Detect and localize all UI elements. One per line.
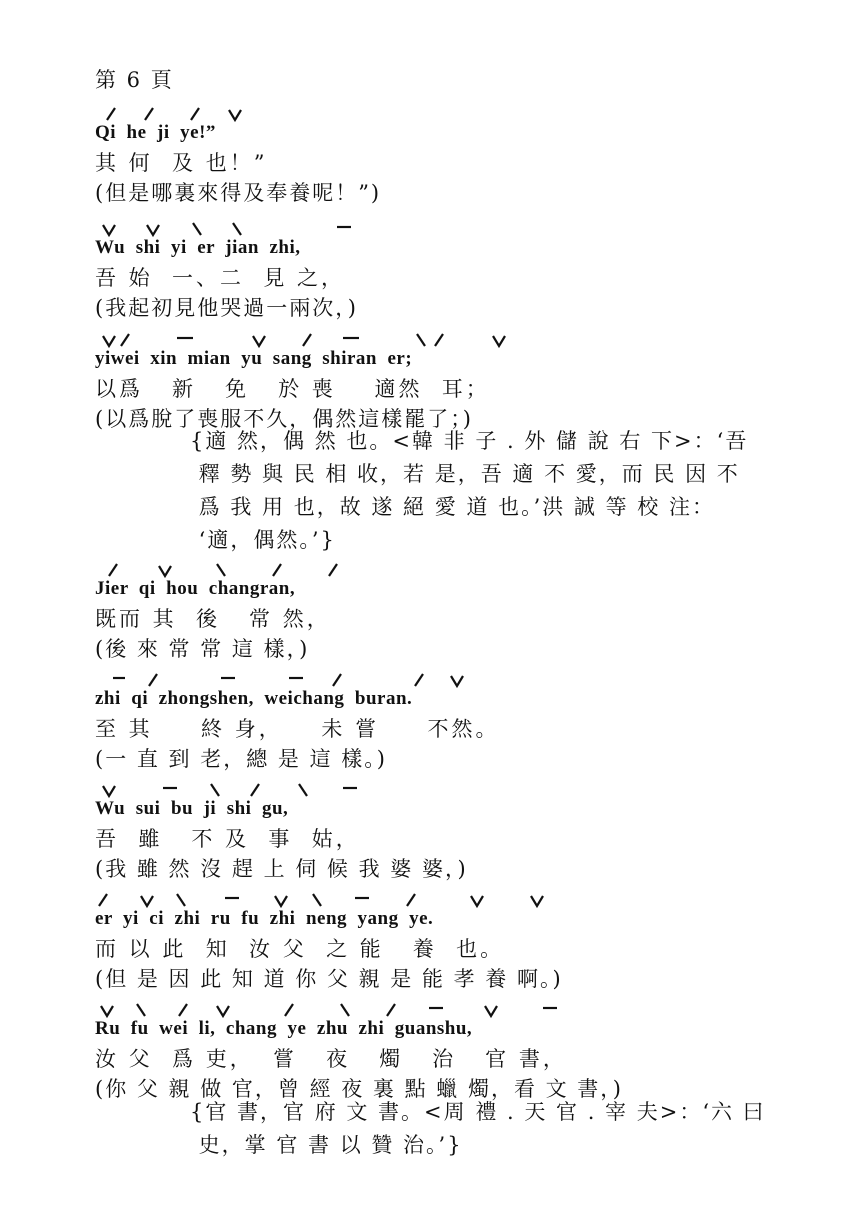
tone-marks xyxy=(95,1000,795,1020)
annotation-note: {適 然，偶 然 也。<韓 非 子 . 外 儲 說 右 下>：‘吾 釋 勢 與 民 相 收，若 是，吾 適 不 愛，而 民 因 不 爲 我 用 也，故 遂 絕 愛 道 也。’洪 誠 等 校 注： ‘適，偶然。’} xyxy=(190,429,749,552)
tone-marks xyxy=(95,890,795,910)
verse-block xyxy=(95,219,358,323)
pinyin-line: Ru fu wei li, chang ye zhu zhi guanshu, xyxy=(95,1000,623,1044)
verse-block xyxy=(95,780,468,884)
pinyin-line: Jier qi hou changran, xyxy=(95,560,331,604)
tone-marks xyxy=(95,219,795,239)
annotation-note: {官 書，官 府 文 書。<周 禮 . 天 官 . 宰 夫>：‘六 曰 史，掌 官 書 以 贊 治。’} xyxy=(190,1100,766,1157)
chinese-text: 汝 父 爲 吏， 嘗 夜 燭 治 官 書， xyxy=(95,1047,567,1071)
chinese-text: 其 何 及 也！” xyxy=(95,151,268,175)
tone-marks xyxy=(95,780,795,800)
verse-block xyxy=(95,670,499,774)
translation-text: (我起初見他哭過一兩次，) xyxy=(95,296,358,320)
chinese-text: 吾 雖 不 及 事 姑， xyxy=(95,827,360,851)
translation-text: (一 直 到 老，總 是 這 樣。) xyxy=(95,747,387,771)
chinese-text: 以爲 新 免 於 喪 適然 耳； xyxy=(95,377,490,401)
chinese-text: 吾 始 一、二 見 之， xyxy=(95,266,346,290)
translation-text: (以爲脫了喪服不久，偶然這樣罷了；) xyxy=(95,407,473,431)
pinyin-line: zhi qi zhongshen, weichang buran. xyxy=(95,670,499,714)
translation-text: (但 是 因 此 知 道 你 父 親 是 能 孝 養 啊。) xyxy=(95,967,563,991)
verse-block xyxy=(95,890,563,994)
verse-block xyxy=(95,330,490,434)
chinese-text: 既而 其 後 常 然， xyxy=(95,607,331,631)
tone-marks xyxy=(95,560,795,580)
pinyin-line: er yi ci zhi ru fu zhi neng yang ye. xyxy=(95,890,563,934)
pinyin-line: yiwei xin mian yu sang shiran er; xyxy=(95,330,490,374)
chinese-text: 而 以 此 知 汝 父 之 能 養 也。 xyxy=(95,937,505,961)
page-number: 第 6 頁 xyxy=(95,68,174,92)
translation-text: (我 雖 然 沒 趕 上 伺 候 我 婆 婆，) xyxy=(95,857,468,881)
tone-marks xyxy=(95,104,795,124)
chinese-text: 至 其 終 身， 未 嘗 不然。 xyxy=(95,717,500,741)
verse-block xyxy=(95,560,331,664)
tone-marks xyxy=(95,670,795,690)
translation-text: (你 父 親 做 官，曾 經 夜 裏 點 蠟 燭，看 文 書，) xyxy=(95,1077,623,1101)
pinyin-line: Wu shi yi er jian zhi, xyxy=(95,219,358,263)
tone-marks xyxy=(95,330,795,350)
translation-text: (但是哪裏來得及奉養呢！”) xyxy=(95,181,382,205)
verse-block xyxy=(95,104,381,208)
verse-block xyxy=(95,1000,623,1104)
pinyin-line: Wu sui bu ji shi gu, xyxy=(95,780,468,824)
translation-text: (後 來 常 常 這 樣，) xyxy=(95,637,310,661)
pinyin-line: Qi he ji ye!” xyxy=(95,104,381,148)
